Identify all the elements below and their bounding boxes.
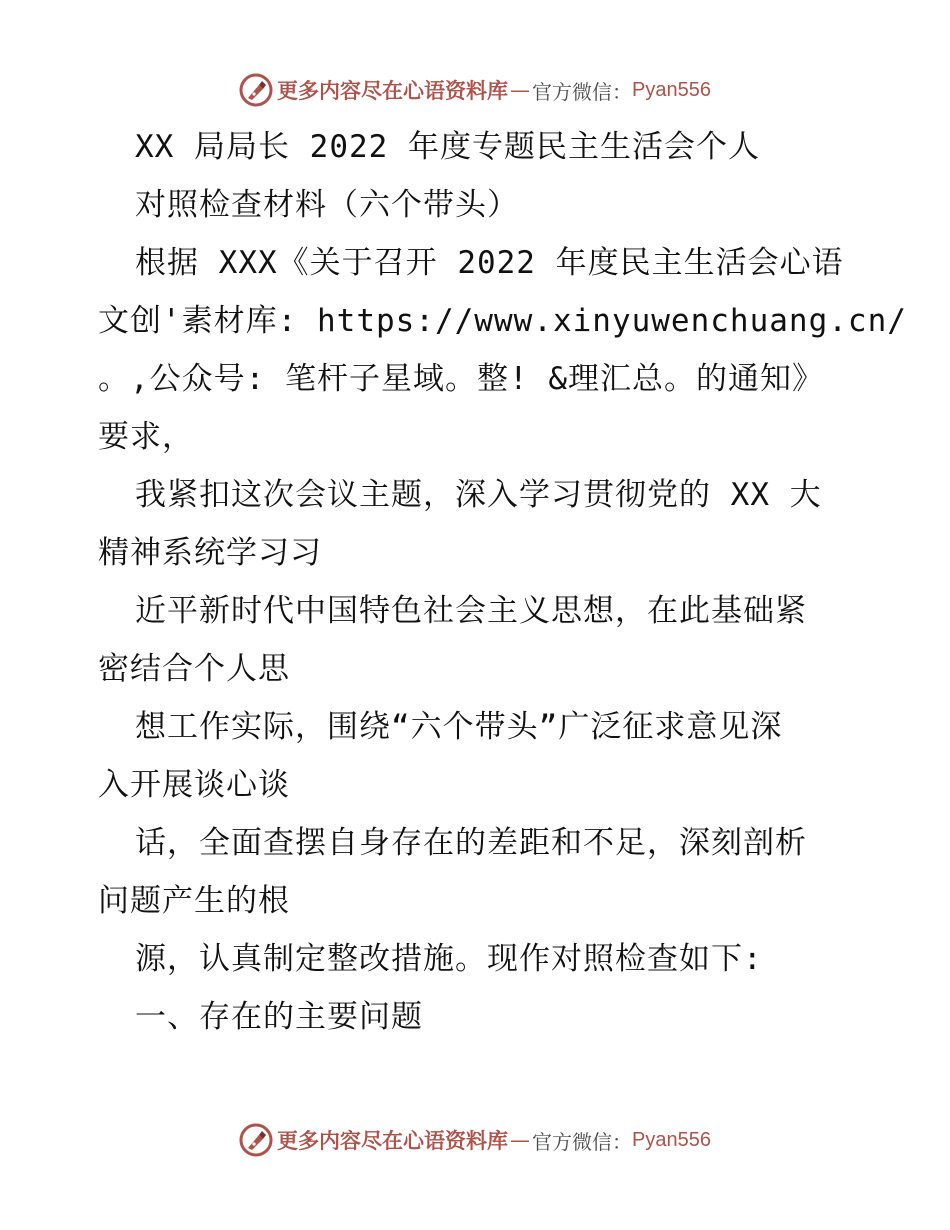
banner-slogan: 更多内容尽在心语资料库 xyxy=(277,78,509,103)
paragraph-line: 问题产生的根 xyxy=(98,883,290,919)
banner-wechat-id: Pyan556 xyxy=(632,78,711,101)
pen-nib-logo-icon xyxy=(239,1123,273,1157)
banner-wechat-label: 官方微信： xyxy=(532,79,633,104)
banner-dash: — xyxy=(510,78,531,102)
document-body xyxy=(98,118,907,1046)
paragraph-line: 话，全面查摆自身存在的差距和不足，深刻剖析 xyxy=(135,825,807,861)
paragraph-line: 要求， xyxy=(98,419,194,455)
title-line-1: XX 局局长 2022 年度专题民主生活会个人 xyxy=(135,129,760,165)
paragraph-line: 入开展谈心谈 xyxy=(98,767,290,803)
banner-wechat-id: Pyan556 xyxy=(632,1128,711,1151)
footer-banner xyxy=(0,1120,950,1160)
paragraph-line: 密结合个人思 xyxy=(98,651,290,687)
paragraph-line: 。,公众号: 笔杆子星域。整! &理汇总。的通知》 xyxy=(98,361,824,397)
paragraph-line: 文创'素材库: https://www.xinyuwenchuang.cn/ xyxy=(98,303,907,339)
pen-nib-logo-icon xyxy=(239,73,273,107)
paragraph-line: 精神系统学习习 xyxy=(98,535,322,571)
banner-slogan: 更多内容尽在心语资料库 xyxy=(277,1128,509,1153)
paragraph-line: 源，认真制定整改措施。现作对照检查如下: xyxy=(135,941,763,977)
paragraph-line: 想工作实际，围绕“六个带头”广泛征求意见深 xyxy=(135,709,783,745)
section-heading: 一、存在的主要问题 xyxy=(135,999,423,1035)
title-line-2: 对照检查材料（六个带头） xyxy=(135,187,519,223)
paragraph-line: 我紧扣这次会议主题，深入学习贯彻党的 XX 大 xyxy=(135,477,822,513)
header-banner xyxy=(0,70,950,110)
paragraph-line: 近平新时代中国特色社会主义思想，在此基础紧 xyxy=(135,593,807,629)
paragraph-line: 根据 XXX《关于召开 2022 年度民主生活会心语 xyxy=(135,245,844,281)
banner-wechat-label: 官方微信： xyxy=(532,1129,633,1154)
banner-dash: — xyxy=(510,1128,531,1152)
